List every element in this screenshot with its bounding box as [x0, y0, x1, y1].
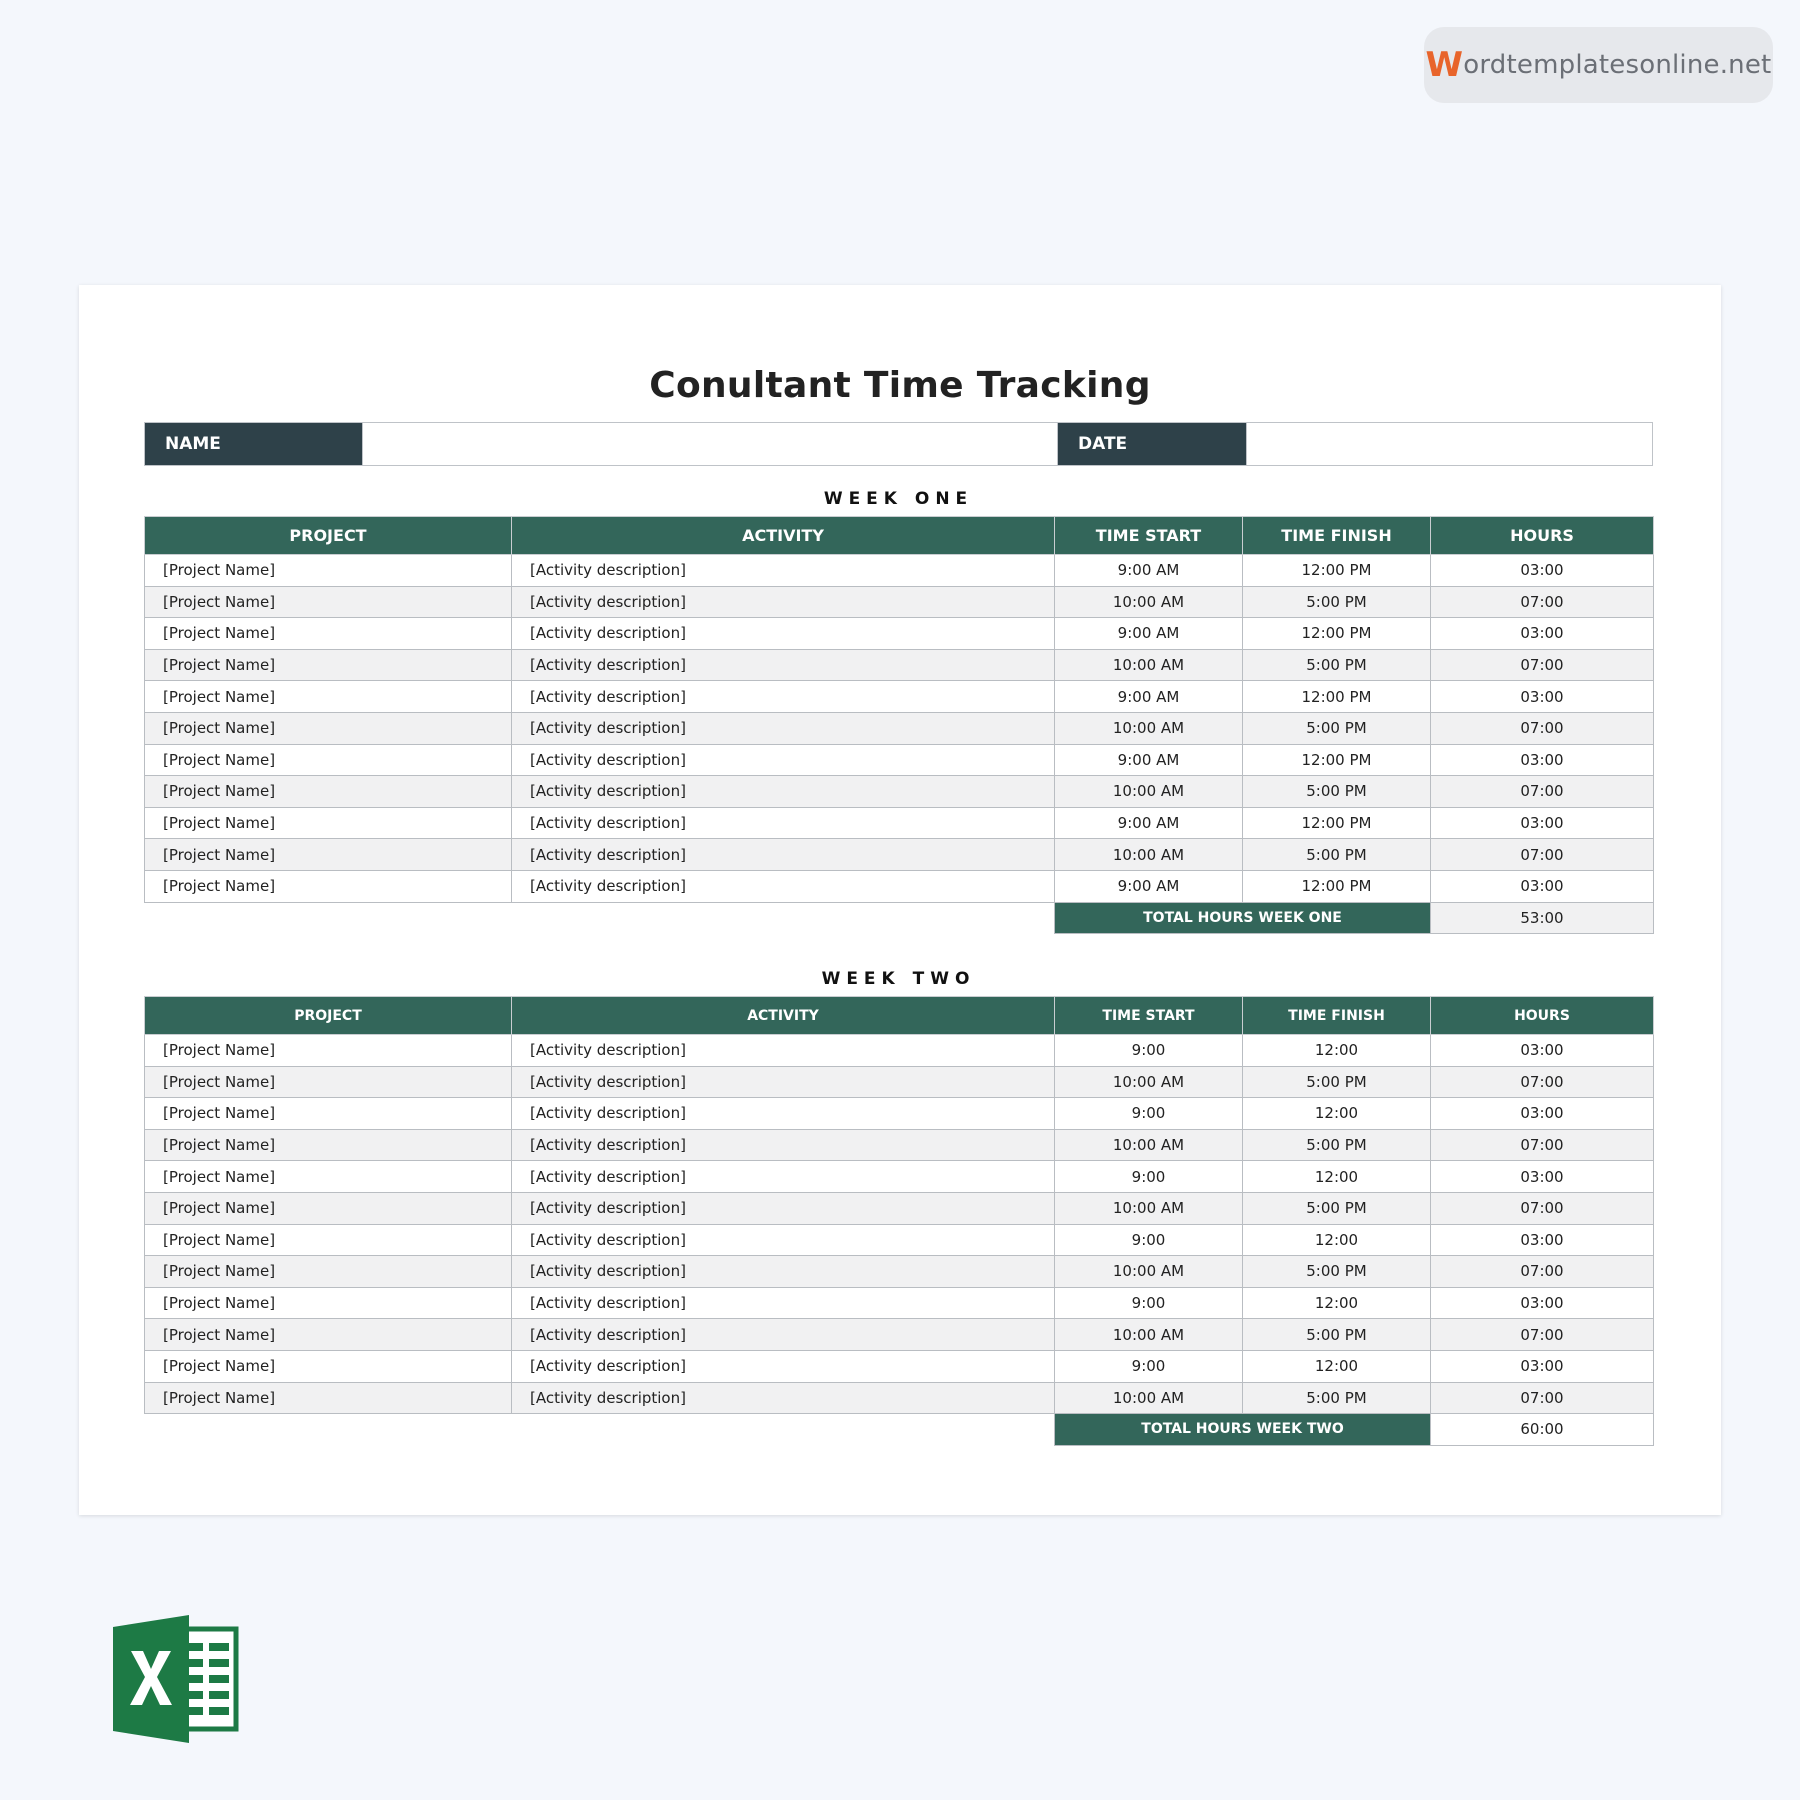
date-label: DATE: [1058, 423, 1246, 465]
time-start-cell[interactable]: 9:00: [1055, 1287, 1243, 1319]
week-two-body: [145, 1035, 1654, 1414]
time-start-cell[interactable]: 10:00 AM: [1055, 586, 1243, 618]
activity-cell[interactable]: [Activity description]: [512, 807, 1055, 839]
time-start-cell[interactable]: 10:00 AM: [1055, 839, 1243, 871]
activity-cell[interactable]: [Activity description]: [512, 618, 1055, 650]
hours-cell[interactable]: 03:00: [1431, 1035, 1654, 1067]
table-row: [145, 776, 1654, 808]
time-finish-cell[interactable]: 5:00 PM: [1243, 1319, 1431, 1351]
activity-cell[interactable]: [Activity description]: [512, 712, 1055, 744]
time-start-cell[interactable]: 10:00 AM: [1055, 1256, 1243, 1288]
time-finish-cell[interactable]: 5:00 PM: [1243, 839, 1431, 871]
table-row: [145, 1350, 1654, 1382]
column-header-time-finish: TIME FINISH: [1243, 997, 1431, 1035]
time-finish-cell[interactable]: 12:00 PM: [1243, 681, 1431, 713]
time-finish-cell[interactable]: 5:00 PM: [1243, 1066, 1431, 1098]
time-finish-cell[interactable]: 12:00: [1243, 1035, 1431, 1067]
activity-cell[interactable]: [Activity description]: [512, 1066, 1055, 1098]
time-start-cell[interactable]: 10:00 AM: [1055, 1192, 1243, 1224]
table-row: [145, 618, 1654, 650]
activity-cell[interactable]: [Activity description]: [512, 1192, 1055, 1224]
time-finish-cell[interactable]: 5:00 PM: [1243, 649, 1431, 681]
project-cell[interactable]: [Project Name]: [145, 776, 512, 808]
week-one-table: [144, 516, 1654, 934]
week-one-body: [145, 555, 1654, 903]
activity-cell[interactable]: [Activity description]: [512, 1161, 1055, 1193]
time-start-cell[interactable]: 10:00 AM: [1055, 776, 1243, 808]
time-start-cell[interactable]: 9:00: [1055, 1098, 1243, 1130]
table-row: [145, 1319, 1654, 1351]
activity-cell[interactable]: [Activity description]: [512, 1256, 1055, 1288]
activity-cell[interactable]: [Activity description]: [512, 1098, 1055, 1130]
excel-icon: [113, 1615, 239, 1743]
activity-cell[interactable]: [Activity description]: [512, 1319, 1055, 1351]
hours-cell[interactable]: 07:00: [1431, 649, 1654, 681]
activity-cell[interactable]: [Activity description]: [512, 1035, 1055, 1067]
time-finish-cell[interactable]: 12:00: [1243, 1161, 1431, 1193]
hours-cell[interactable]: 03:00: [1431, 1287, 1654, 1319]
column-header-time-finish: TIME FINISH: [1243, 517, 1431, 555]
project-cell[interactable]: [Project Name]: [145, 1256, 512, 1288]
project-cell[interactable]: [Project Name]: [145, 712, 512, 744]
project-cell[interactable]: [Project Name]: [145, 1192, 512, 1224]
table-row: [145, 1224, 1654, 1256]
time-finish-cell[interactable]: 12:00: [1243, 1098, 1431, 1130]
table-row: [145, 744, 1654, 776]
table-row: [145, 807, 1654, 839]
project-cell[interactable]: [Project Name]: [145, 1129, 512, 1161]
hours-cell[interactable]: 07:00: [1431, 1382, 1654, 1414]
table-row: [145, 1287, 1654, 1319]
time-finish-cell[interactable]: 12:00: [1243, 1224, 1431, 1256]
total-hours-value[interactable]: 60:00: [1431, 1414, 1654, 1446]
project-cell[interactable]: [Project Name]: [145, 1066, 512, 1098]
total-hours-label: TOTAL HOURS WEEK TWO: [1055, 1414, 1431, 1446]
column-header-project: PROJECT: [145, 517, 512, 555]
table-row: [145, 839, 1654, 871]
hours-cell[interactable]: 07:00: [1431, 1319, 1654, 1351]
hours-cell[interactable]: 03:00: [1431, 1098, 1654, 1130]
time-finish-cell[interactable]: 5:00 PM: [1243, 1192, 1431, 1224]
hours-cell[interactable]: 07:00: [1431, 1192, 1654, 1224]
activity-cell[interactable]: [Activity description]: [512, 1350, 1055, 1382]
table-header-row: [145, 517, 1654, 555]
activity-cell[interactable]: [Activity description]: [512, 586, 1055, 618]
project-cell[interactable]: [Project Name]: [145, 1319, 512, 1351]
blank-cell: [512, 1414, 1055, 1446]
project-cell[interactable]: [Project Name]: [145, 1350, 512, 1382]
blank-cell: [512, 902, 1055, 934]
table-row: [145, 681, 1654, 713]
table-row: [145, 1192, 1654, 1224]
time-finish-cell[interactable]: 5:00 PM: [1243, 712, 1431, 744]
time-start-cell[interactable]: 9:00: [1055, 1350, 1243, 1382]
column-header-hours: HOURS: [1431, 517, 1654, 555]
time-start-cell[interactable]: 9:00 AM: [1055, 555, 1243, 587]
time-start-cell[interactable]: 9:00: [1055, 1224, 1243, 1256]
project-cell[interactable]: [Project Name]: [145, 807, 512, 839]
time-start-cell[interactable]: 10:00 AM: [1055, 1382, 1243, 1414]
activity-cell[interactable]: [Activity description]: [512, 1382, 1055, 1414]
project-cell[interactable]: [Project Name]: [145, 1161, 512, 1193]
time-start-cell[interactable]: 10:00 AM: [1055, 1129, 1243, 1161]
hours-cell[interactable]: 03:00: [1431, 744, 1654, 776]
time-finish-cell[interactable]: 12:00 PM: [1243, 807, 1431, 839]
table-row: [145, 1098, 1654, 1130]
time-start-cell[interactable]: 9:00: [1055, 1161, 1243, 1193]
time-finish-cell[interactable]: 12:00 PM: [1243, 870, 1431, 902]
time-start-cell[interactable]: 10:00 AM: [1055, 712, 1243, 744]
total-hours-value[interactable]: 53:00: [1431, 902, 1654, 934]
time-finish-cell[interactable]: 5:00 PM: [1243, 1129, 1431, 1161]
hours-cell[interactable]: 07:00: [1431, 1256, 1654, 1288]
time-finish-cell[interactable]: 5:00 PM: [1243, 776, 1431, 808]
project-cell[interactable]: [Project Name]: [145, 618, 512, 650]
hours-cell[interactable]: 07:00: [1431, 1129, 1654, 1161]
time-start-cell[interactable]: 10:00 AM: [1055, 649, 1243, 681]
name-date-bar: [144, 422, 1653, 466]
hours-cell[interactable]: 03:00: [1431, 1350, 1654, 1382]
total-row: [145, 902, 1654, 934]
time-start-cell[interactable]: 9:00: [1055, 1035, 1243, 1067]
time-finish-cell[interactable]: 12:00 PM: [1243, 618, 1431, 650]
activity-cell[interactable]: [Activity description]: [512, 1224, 1055, 1256]
hours-cell[interactable]: 03:00: [1431, 681, 1654, 713]
watermark-first-letter: W: [1425, 45, 1464, 85]
total-hours-label: TOTAL HOURS WEEK ONE: [1055, 902, 1431, 934]
hours-cell[interactable]: 07:00: [1431, 712, 1654, 744]
time-finish-cell[interactable]: 5:00 PM: [1243, 586, 1431, 618]
time-start-cell[interactable]: 9:00 AM: [1055, 870, 1243, 902]
name-field[interactable]: [362, 423, 1058, 465]
project-cell[interactable]: [Project Name]: [145, 1224, 512, 1256]
table-row: [145, 1161, 1654, 1193]
activity-cell[interactable]: [Activity description]: [512, 649, 1055, 681]
hours-cell[interactable]: 03:00: [1431, 555, 1654, 587]
hours-cell[interactable]: 07:00: [1431, 1066, 1654, 1098]
timesheet-document: [79, 285, 1721, 1515]
table-row: [145, 586, 1654, 618]
time-start-cell[interactable]: 10:00 AM: [1055, 1319, 1243, 1351]
column-header-hours: HOURS: [1431, 997, 1654, 1035]
table-row: [145, 1256, 1654, 1288]
table-row: [145, 1382, 1654, 1414]
activity-cell[interactable]: [Activity description]: [512, 744, 1055, 776]
hours-cell[interactable]: 07:00: [1431, 776, 1654, 808]
column-header-time-start: TIME START: [1055, 517, 1243, 555]
time-finish-cell[interactable]: 5:00 PM: [1243, 1382, 1431, 1414]
page-title: Conultant Time Tracking: [649, 365, 1151, 406]
hours-cell[interactable]: 03:00: [1431, 618, 1654, 650]
watermark-text: ordtemplatesonline.net: [1463, 50, 1772, 80]
time-finish-cell[interactable]: 12:00 PM: [1243, 744, 1431, 776]
time-finish-cell[interactable]: 5:00 PM: [1243, 1256, 1431, 1288]
project-cell[interactable]: [Project Name]: [145, 1035, 512, 1067]
project-cell[interactable]: [Project Name]: [145, 649, 512, 681]
table-row: [145, 1129, 1654, 1161]
time-start-cell[interactable]: 10:00 AM: [1055, 1066, 1243, 1098]
time-start-cell[interactable]: 9:00 AM: [1055, 618, 1243, 650]
total-row: [145, 1414, 1654, 1446]
project-cell[interactable]: [Project Name]: [145, 1287, 512, 1319]
hours-cell[interactable]: 03:00: [1431, 1161, 1654, 1193]
blank-cell: [145, 1414, 512, 1446]
time-start-cell[interactable]: 9:00 AM: [1055, 807, 1243, 839]
week-one-heading: WEEK ONE: [823, 489, 974, 509]
hours-cell[interactable]: 03:00: [1431, 807, 1654, 839]
hours-cell[interactable]: 03:00: [1431, 870, 1654, 902]
activity-cell[interactable]: [Activity description]: [512, 555, 1055, 587]
project-cell[interactable]: [Project Name]: [145, 1382, 512, 1414]
hours-cell[interactable]: 07:00: [1431, 839, 1654, 871]
project-cell[interactable]: [Project Name]: [145, 681, 512, 713]
table-row: [145, 649, 1654, 681]
hours-cell[interactable]: 07:00: [1431, 586, 1654, 618]
activity-cell[interactable]: [Activity description]: [512, 839, 1055, 871]
column-header-time-start: TIME START: [1055, 997, 1243, 1035]
table-row: [145, 870, 1654, 902]
column-header-activity: ACTIVITY: [512, 517, 1055, 555]
column-header-project: PROJECT: [145, 997, 512, 1035]
time-finish-cell[interactable]: 12:00: [1243, 1350, 1431, 1382]
blank-cell: [145, 902, 512, 934]
activity-cell[interactable]: [Activity description]: [512, 776, 1055, 808]
time-finish-cell[interactable]: 12:00: [1243, 1287, 1431, 1319]
table-row: [145, 712, 1654, 744]
activity-cell[interactable]: [Activity description]: [512, 870, 1055, 902]
project-cell[interactable]: [Project Name]: [145, 586, 512, 618]
watermark-badge: [1424, 27, 1773, 103]
table-header-row: [145, 997, 1654, 1035]
table-row: [145, 555, 1654, 587]
name-label: NAME: [145, 423, 362, 465]
hours-cell[interactable]: 03:00: [1431, 1224, 1654, 1256]
week-two-heading: WEEK TWO: [821, 969, 976, 989]
project-cell[interactable]: [Project Name]: [145, 870, 512, 902]
activity-cell[interactable]: [Activity description]: [512, 1129, 1055, 1161]
week-two-table: [144, 996, 1654, 1446]
date-field[interactable]: [1246, 423, 1652, 465]
table-row: [145, 1035, 1654, 1067]
activity-cell[interactable]: [Activity description]: [512, 1287, 1055, 1319]
time-finish-cell[interactable]: 12:00 PM: [1243, 555, 1431, 587]
column-header-activity: ACTIVITY: [512, 997, 1055, 1035]
project-cell[interactable]: [Project Name]: [145, 839, 512, 871]
project-cell[interactable]: [Project Name]: [145, 744, 512, 776]
project-cell[interactable]: [Project Name]: [145, 1098, 512, 1130]
project-cell[interactable]: [Project Name]: [145, 555, 512, 587]
table-row: [145, 1066, 1654, 1098]
time-start-cell[interactable]: 9:00 AM: [1055, 744, 1243, 776]
time-start-cell[interactable]: 9:00 AM: [1055, 681, 1243, 713]
activity-cell[interactable]: [Activity description]: [512, 681, 1055, 713]
